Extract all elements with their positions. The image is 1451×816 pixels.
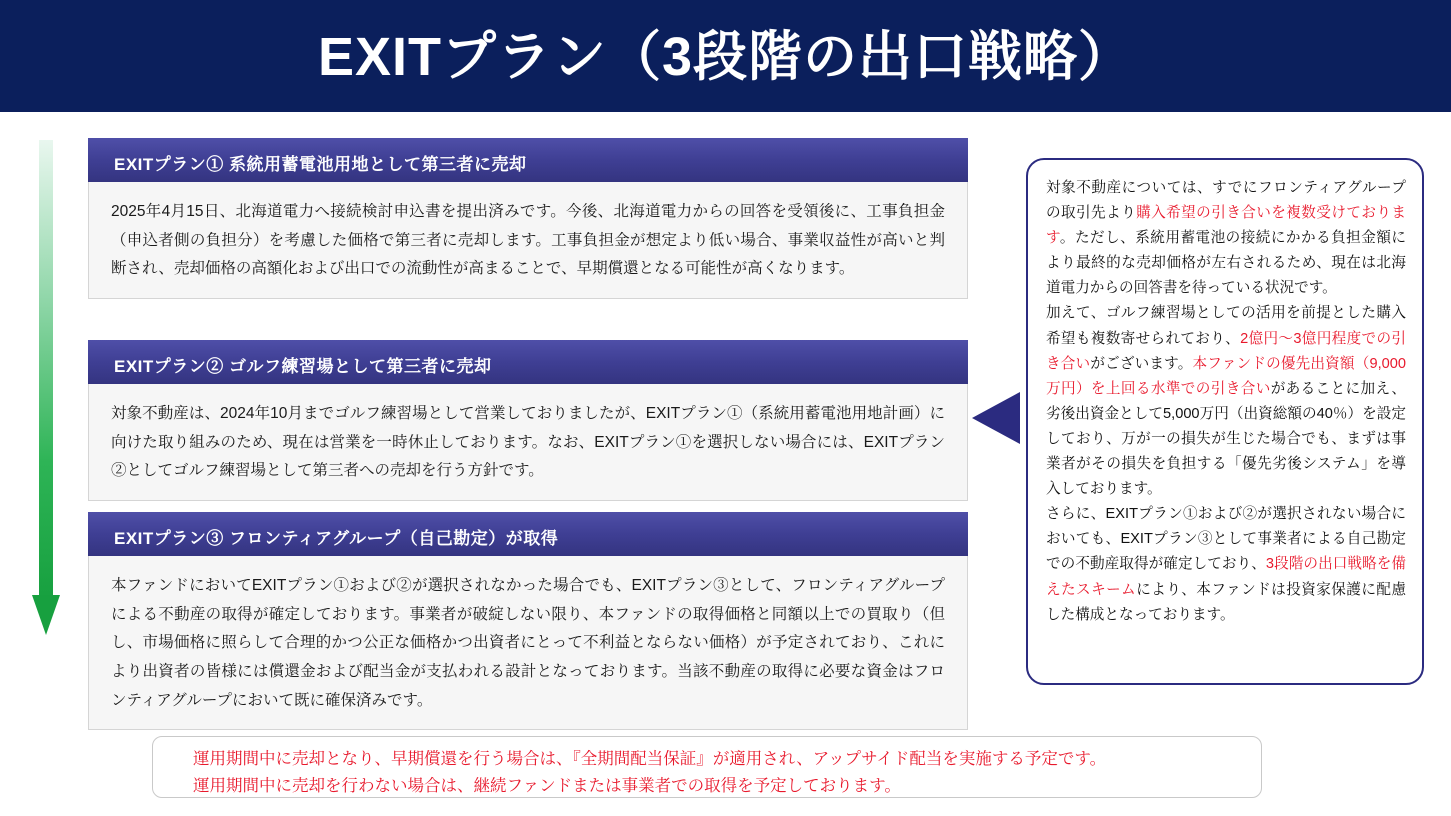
note-seg-9: さらに、EXITプラン①および②が選択されない場合においても、EXITプラン③として事業者による自己勘定での不動産取得が確定しており、 <box>1046 506 1406 573</box>
bottom-notice-line-2: 運用期間中に売却を行わない場合は、継続ファンドまたは事業者での取得を予定しております。 <box>193 776 901 795</box>
exit-plan-3-header: EXITプラン③ フロンティアグループ（自己勘定）が取得 <box>88 512 968 556</box>
note-seg-4: 加えて、ゴルフ練習場としての活用を前提とした購入希望も複数寄せられており、 <box>1046 305 1406 347</box>
arrow-head <box>32 595 60 635</box>
supplementary-note-box <box>1026 158 1424 685</box>
exit-plan-2 <box>88 340 968 501</box>
note-seg-7-highlight: 本ファンドの優先出資額（9,000万円）を上回る水準での引き合い <box>1046 355 1406 397</box>
exit-plan-1-header: EXITプラン① 系統用蓄電池用地として第三者に売却 <box>88 138 968 182</box>
note-seg-8: があることに加え、劣後出資金として5,000万円（出資総額の40％）を設定しており、万が一の損失が生じた場合でも、まずは事業者がその損失を負担する「優先劣後システム」を導入しております。 <box>1046 380 1406 498</box>
exit-plan-3-body: 本ファンドにおいてEXITプラン①および②が選択されなかった場合でも、EXITプラン③として、フロンティアグループによる不動産の取得が確定しております。事業者が破綻しない限り、本ファンドの取得価格と同額以上での買取り（但し、市場価格に照らして合理的かつ公正な価格かつ出資者にとって不利益とならない価格）が予定されており、これにより出資者の皆様には償還金および配当金が支払われる設計となっております。当該不動産の取得に必要な資金はフロンティアグループにおいて既に確保済みです。 <box>88 556 968 730</box>
exit-plan-2-header: EXITプラン② ゴルフ練習場として第三者に売却 <box>88 340 968 384</box>
downward-gradient-arrow <box>32 140 60 640</box>
arrow-shaft <box>39 140 53 600</box>
exit-plan-1-body: 2025年4月15日、北海道電力へ接続検討申込書を提出済みです。今後、北海道電力からの回答を受領後に、工事負担金（申込者側の負担分）を考慮した価格で第三者に売却します。工事負担金が想定より低い場合、事業収益性が高いと判断され、売却価格の高額化および出口での流動性が高まることで、早期償還となる可能性が高くなります。 <box>88 182 968 299</box>
note-paragraph-2 <box>1046 301 1406 502</box>
note-paragraph-3 <box>1046 502 1406 627</box>
note-seg-5-highlight: 2億円〜3億円程度での引き合い <box>1046 330 1406 372</box>
bottom-notice-box <box>152 736 1262 798</box>
exit-plan-2-body: 対象不動産は、2024年10月までゴルフ練習場として営業しておりましたが、EXITプラン①（系統用蓄電池用地計画）に向けた取り組みのため、現在は営業を一時休止しております。なお、EXITプラン①を選択しない場合には、EXITプラン②としてゴルフ練習場として第三者への売却を行う方針です。 <box>88 384 968 501</box>
left-pointing-arrow-icon <box>972 392 1020 444</box>
page-title: EXITプラン（3段階の出口戦略） <box>317 27 1134 87</box>
note-seg-10-highlight: 3段階の出口戦略を備えたスキーム <box>1046 556 1406 598</box>
exit-plan-3 <box>88 512 968 730</box>
note-seg-6: がございます。 <box>1090 355 1193 372</box>
note-paragraph-1 <box>1046 176 1406 301</box>
note-seg-2-highlight: 購入希望の引き合いを複数受けております <box>1046 205 1406 247</box>
exit-plan-1 <box>88 138 968 299</box>
bottom-notice-line-1: 運用期間中に売却となり、早期償還を行う場合は、『全期間配当保証』が適用され、アップサイド配当を実施する予定です。 <box>193 750 1107 768</box>
note-seg-3: 。ただし、系統用蓄電池の接続にかかる負担金額により最終的な売却価格が左右されるため、現在は北海道電力からの回答書を待っている状況です。 <box>1046 230 1406 297</box>
note-seg-11: により、本ファンドは投資家保護に配慮した構成となっております。 <box>1046 581 1406 623</box>
note-seg-1: 対象不動産については、すでにフロンティアグループの取引先より <box>1046 180 1406 222</box>
